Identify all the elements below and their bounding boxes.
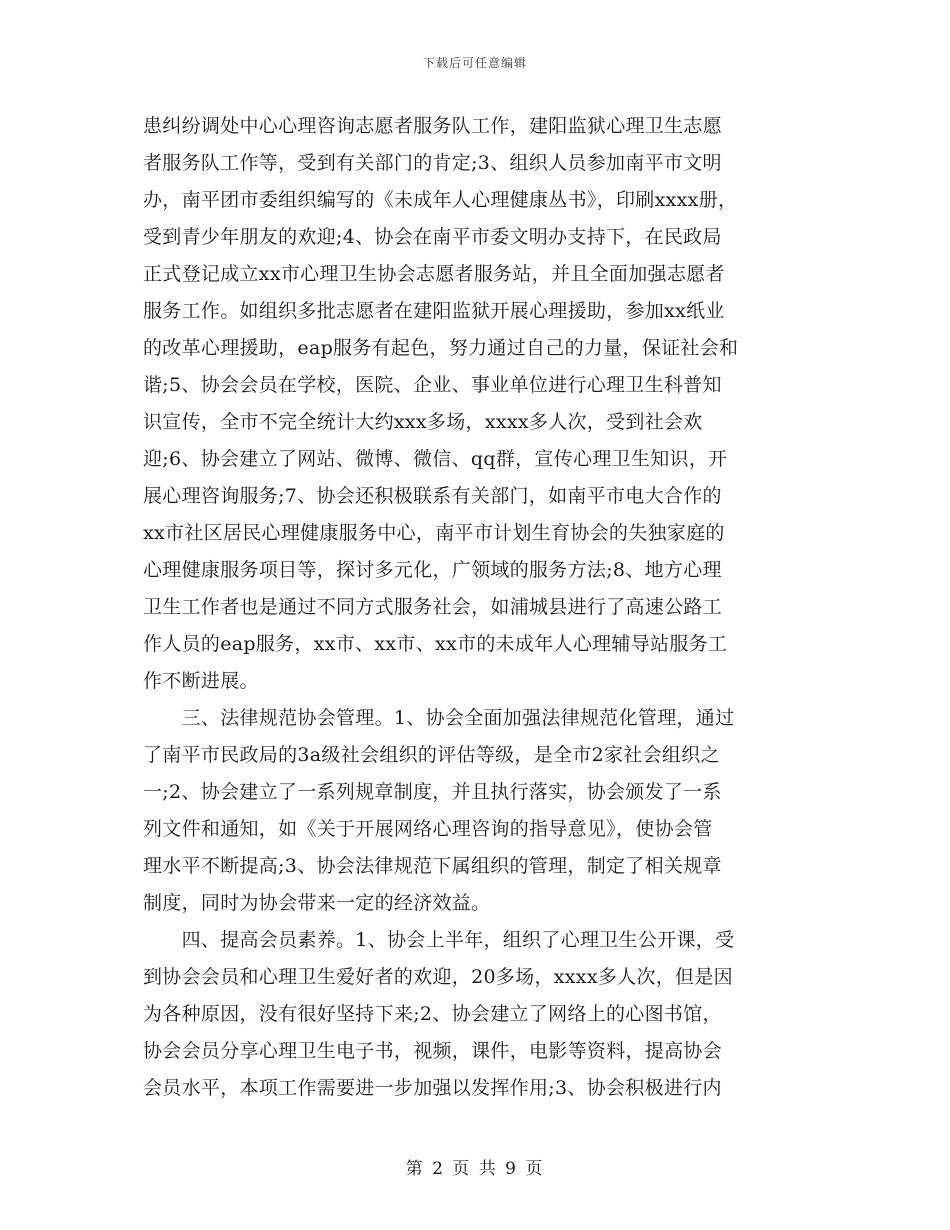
text-line: 办，南平团市委组织编写的《未成年人心理健康丛书》，印刷xxxx册， bbox=[143, 189, 738, 211]
body-text bbox=[143, 108, 811, 1107]
text-line: xx市社区居民心理健康服务中心，南平市计划生育协会的失独家庭的 bbox=[143, 522, 725, 544]
text-line: 迎;6、协会建立了网站、微博、微信、qq群，宣传心理卫生知识，开 bbox=[143, 448, 728, 470]
text-line: 心理健康服务项目等，探讨多元化，广领域的服务方法;8、地方心理 bbox=[143, 559, 722, 581]
text-line: 协会会员分享心理卫生电子书，视频，课件，电影等资料，提高协会 bbox=[143, 1040, 723, 1062]
text-line: 四、提高会员素养。1、协会上半年，组织了心理卫生公开课，受 bbox=[143, 929, 735, 951]
text-line: 服务工作。如组织多批志愿者在建阳监狱开展心理援助，参加xx纸业 bbox=[143, 300, 725, 322]
text-line: 理水平不断提高;3、协会法律规范下属组织的管理，制定了相关规章 bbox=[143, 855, 722, 877]
text-line: 列文件和通知，如《关于开展网络心理咨询的指导意见》，使协会管 bbox=[143, 818, 713, 840]
text-line: 作人员的eap服务，xx市、xx市、xx市的未成年人心理辅导站服务工 bbox=[143, 633, 728, 655]
text-line: 受到青少年朋友的欢迎;4、协会在南平市委文明办支持下，在民政局 bbox=[143, 226, 722, 248]
text-line: 患纠纷调处中心心理咨询志愿者服务队工作，建阳监狱心理卫生志愿 bbox=[143, 115, 723, 137]
text-line: 者服务队工作等，受到有关部门的肯定;3、组织人员参加南平市文明 bbox=[143, 152, 722, 174]
text-line: 识宣传，全市不完全统计大约xxx多场，xxxx多人次，受到社会欢 bbox=[143, 411, 703, 433]
text-line: 三、法律规范协会管理。1、协会全面加强法律规范化管理，通过 bbox=[143, 707, 735, 729]
text-line: 的改革心理援助，eap服务有起色，努力通过自己的力量，保证社会和 bbox=[143, 337, 739, 359]
page-footer: 第 2 页 共 9 页 bbox=[405, 1159, 545, 1179]
text-line: 作不断进展。 bbox=[143, 670, 259, 692]
text-line: 一;2、协会建立了一系列规章制度，并且执行落实，协会颁发了一系 bbox=[143, 781, 722, 803]
text-line: 谐;5、协会会员在学校，医院、企业、事业单位进行心理卫生科普知 bbox=[143, 374, 722, 396]
text-line: 展心理咨询服务;7、协会还积极联系有关部门，如南平市电大合作的 bbox=[143, 485, 722, 507]
page-header: 下载后可任意编辑 bbox=[422, 56, 527, 70]
text-line: 卫生工作者也是通过不同方式服务社会，如浦城县进行了高速公路工 bbox=[143, 596, 723, 618]
text-line: 制度，同时为协会带来一定的经济效益。 bbox=[143, 892, 491, 914]
text-line: 了南平市民政局的3a级社会组织的评估等级，是全市2家社会组织之 bbox=[143, 744, 720, 766]
text-line: 到协会会员和心理卫生爱好者的欢迎，20多场，xxxx多人次，但是因 bbox=[143, 966, 733, 988]
text-line: 会员水平，本项工作需要进一步加强以发挥作用;3、协会积极进行内 bbox=[143, 1077, 722, 1099]
text-line: 正式登记成立xx市心理卫生协会志愿者服务站，并且全面加强志愿者 bbox=[143, 263, 725, 285]
text-line: 为各种原因，没有很好坚持下来;2、协会建立了网络上的心图书馆， bbox=[143, 1003, 722, 1025]
